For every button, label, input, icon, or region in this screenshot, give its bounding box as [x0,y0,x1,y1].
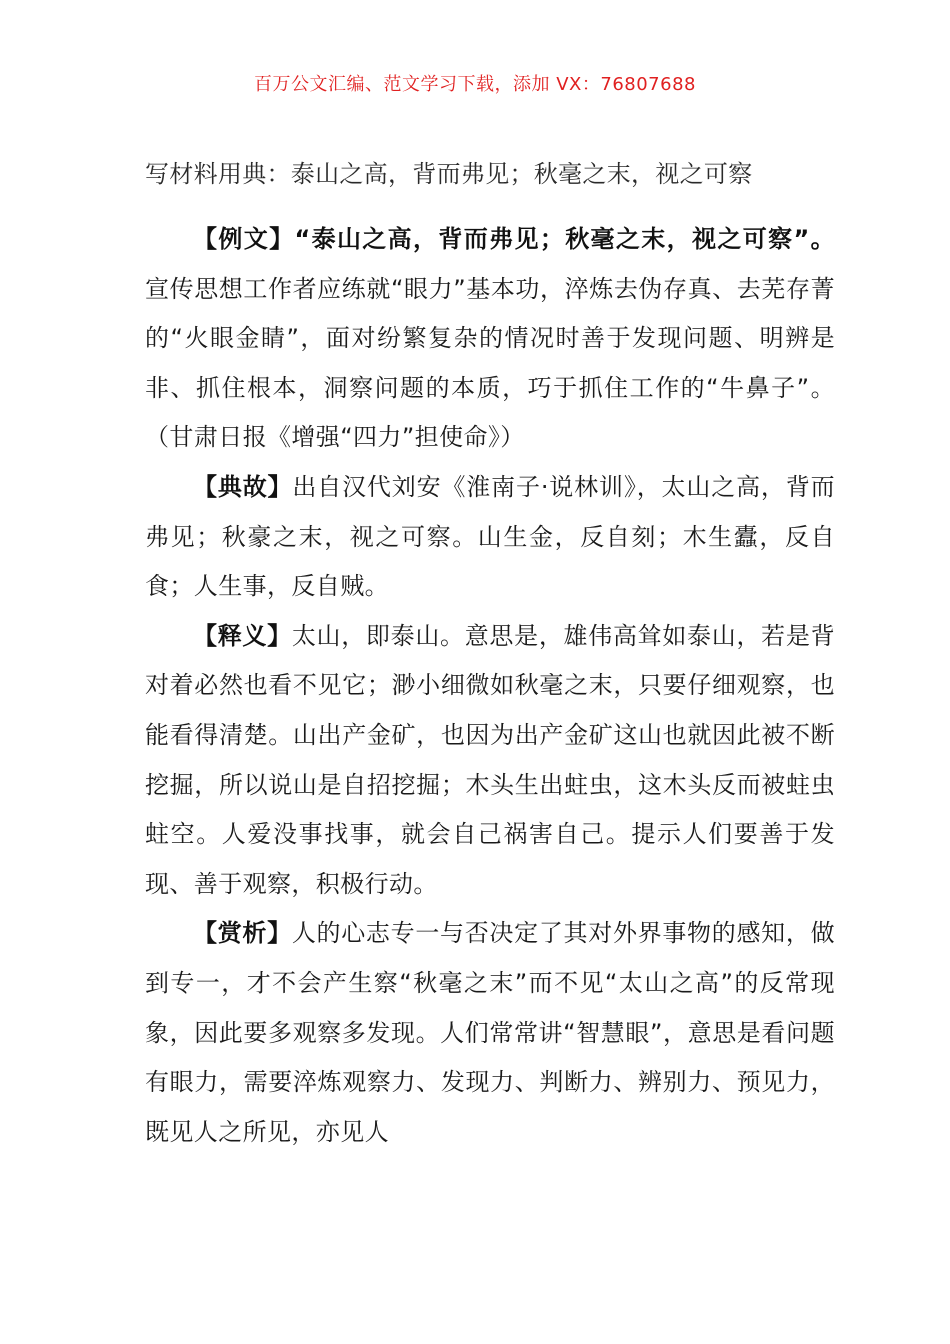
example-quote: “泰山之高，背而弗见；秋毫之末，视之可察”。 [294,225,835,253]
document-body [145,215,835,1157]
allusion-paragraph [145,463,835,612]
example-tag: 【例文】 [193,225,295,253]
download-notice-header: 百万公文汇编、范文学习下载，添加 VX：76807688 [254,74,696,95]
allusion-tag: 【典故】 [193,472,293,501]
analysis-body: 人的心志专一与否决定了其对外界事物的感知，做到专一，才不会产生察“秋毫之末”而不见“太山之高”的反常现象，因此要多观察多发现。人们常常讲“智慧眼”，意思是看问题有眼力，需要淬炼观察力、发现力、判断力、辨别力、预见力，既见人之所见，亦见人 [145,919,835,1146]
document-title: 写材料用典：泰山之高，背而弗见；秋毫之末，视之可察 [145,160,753,188]
meaning-paragraph [145,612,835,910]
meaning-body: 太山，即泰山。意思是，雄伟高耸如泰山，若是背对着必然也看不见它；渺小细微如秋毫之末，只要仔细观察，也能看得清楚。山出产金矿，也因为出产金矿这山也就因此被不断挖掘，所以说山是自招挖掘；木头生出蛀虫，这木头反而被蛀虫蛀空。人爱没事找事，就会自己祸害自己。提示人们要善于发现、善于观察，积极行动。 [145,621,835,898]
meaning-tag: 【释义】 [193,621,292,650]
allusion-body: 出自汉代刘安《淮南子·说林训》，太山之高，背而弗见；秋豪之末，视之可察。山生金，反自刻；木生蠹，反自食；人生事，反自贼。 [145,472,836,601]
example-body: 宣传思想工作者应练就“眼力”基本功，淬炼去伪存真、去芜存菁的“火眼金睛”，面对纷繁复杂的情况时善于发现问题、明辨是非、抓住根本，洞察问题的本质，巧于抓住工作的“牛鼻子”。（甘肃日报《增强“四力”担使命》） [145,274,835,452]
analysis-tag: 【赏析】 [193,919,292,948]
analysis-paragraph [145,909,835,1157]
example-paragraph [145,215,835,463]
